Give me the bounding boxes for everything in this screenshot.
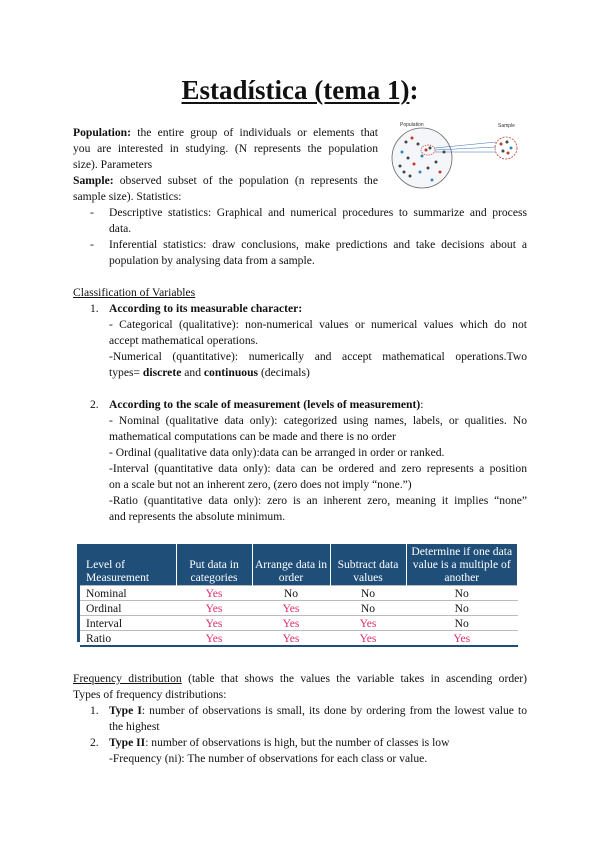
inferential-line-1: Inferential statistics: draw conclusions, make predictions and take decisions about a [109, 238, 527, 251]
table-row: Ordinal Yes Yes No No [80, 601, 518, 616]
type1-line-2: the highest [109, 720, 160, 733]
item1-title: According to its measurable character: [109, 302, 303, 315]
sample-people [500, 141, 513, 155]
title-colon: : [409, 75, 419, 105]
item2-title: According to the scale of measurement (levels of measurement): [109, 398, 424, 411]
categorical-line-2: accept mathematical operations. [109, 334, 259, 347]
page-title [0, 74, 600, 106]
header-level: Level of Measurement [80, 544, 176, 586]
population-term: Population: [73, 126, 131, 139]
figure-sample-label: Sample [498, 123, 515, 129]
population-sample-figure [388, 120, 530, 190]
table-row: Interval Yes Yes Yes No [80, 616, 518, 631]
discrete-term: discrete [142, 366, 182, 379]
population-line-1: Population: the entire group of individuals or elements that [73, 126, 378, 139]
type2-line-2: -Frequency (ni): The number of observations for each class or value. [109, 752, 428, 765]
ratio-line-1: -Ratio (quantitative data only): zero is an inherent zero, meaning it implies “none” [109, 494, 527, 507]
figure-population-label: Population [400, 122, 424, 128]
sample-line-2: sample size). Statistics: [73, 190, 182, 203]
classification-heading: Classification of Variables [73, 286, 196, 299]
frequency-types-line: Types of frequency distributions: [73, 688, 227, 701]
population-line-3: size). Parameters [73, 158, 153, 171]
header-multiple: Determine if one data value is a multiple of another [406, 544, 518, 586]
categorical-line-1: - Categorical (qualitative): non-numerical values or numerical values which do not [109, 318, 527, 331]
interval-line-1: -Interval (quantitative data only): data can be ordered and zero represents a position [109, 462, 527, 475]
numerical-line-1: -Numerical (quantitative): numerically and accept mathematical operations.Two [109, 350, 527, 363]
bullet-dash: - [90, 206, 94, 219]
header-order: Arrange data in order [252, 544, 330, 586]
descriptive-line-1: Descriptive statistics: Graphical and numerical procedures to summarize and process [109, 206, 527, 219]
nominal-line-1: - Nominal (qualitative data only): categorized using names, labels, or qualities. No [109, 414, 527, 427]
type2-line-1: Type II: number of observations is high, but the number of classes is low [109, 736, 450, 749]
list-number-2: 2. [90, 398, 99, 411]
table-header-row [80, 544, 518, 586]
list-number-1: 1. [90, 302, 99, 315]
continuous-term: continuous [203, 366, 259, 379]
list-number-type1: 1. [90, 704, 99, 717]
ordinal-line-1: - Ordinal (qualitative data only):data can be arranged in order or ranked. [109, 446, 445, 459]
sample-circle [495, 137, 517, 159]
population-circle [392, 128, 452, 188]
numerical-line-2: types= discrete and continuous (decimals) [109, 366, 310, 379]
population-line-2: you are interested in studying. (N represents the population [73, 142, 378, 155]
table-row: Ratio Yes Yes Yes Yes [80, 631, 518, 647]
table-row: Nominal Yes No No No [80, 586, 518, 601]
header-subtract: Subtract data values [330, 544, 406, 586]
frequency-line-1: Frequency distribution (table that shows the values the variable takes in ascending order) [73, 672, 527, 685]
title-text: Estadística (tema 1) [181, 75, 410, 105]
descriptive-line-2: data. [109, 222, 132, 235]
sample-term: Sample: [73, 174, 114, 187]
interval-line-2: on a scale but not an inherent zero, (zero does not imply “none.”) [109, 478, 412, 491]
header-categories: Put data in categories [176, 544, 252, 586]
list-number-type2: 2. [90, 736, 99, 749]
type1-line-1: Type I: number of observations is small, its done by ordering from the lowest value to [109, 704, 527, 717]
frequency-heading: Frequency distribution [73, 672, 182, 685]
levels-table [80, 544, 518, 647]
bullet-dash: - [90, 238, 94, 251]
ratio-line-2: and represents the absolute minimum. [109, 510, 286, 523]
sample-line-1: Sample: observed subset of the population (n represents the [73, 174, 378, 187]
nominal-line-2: mathematical computations can be made and there is no order [109, 430, 396, 443]
inferential-line-2: population by analysing data from a sample. [109, 254, 315, 267]
